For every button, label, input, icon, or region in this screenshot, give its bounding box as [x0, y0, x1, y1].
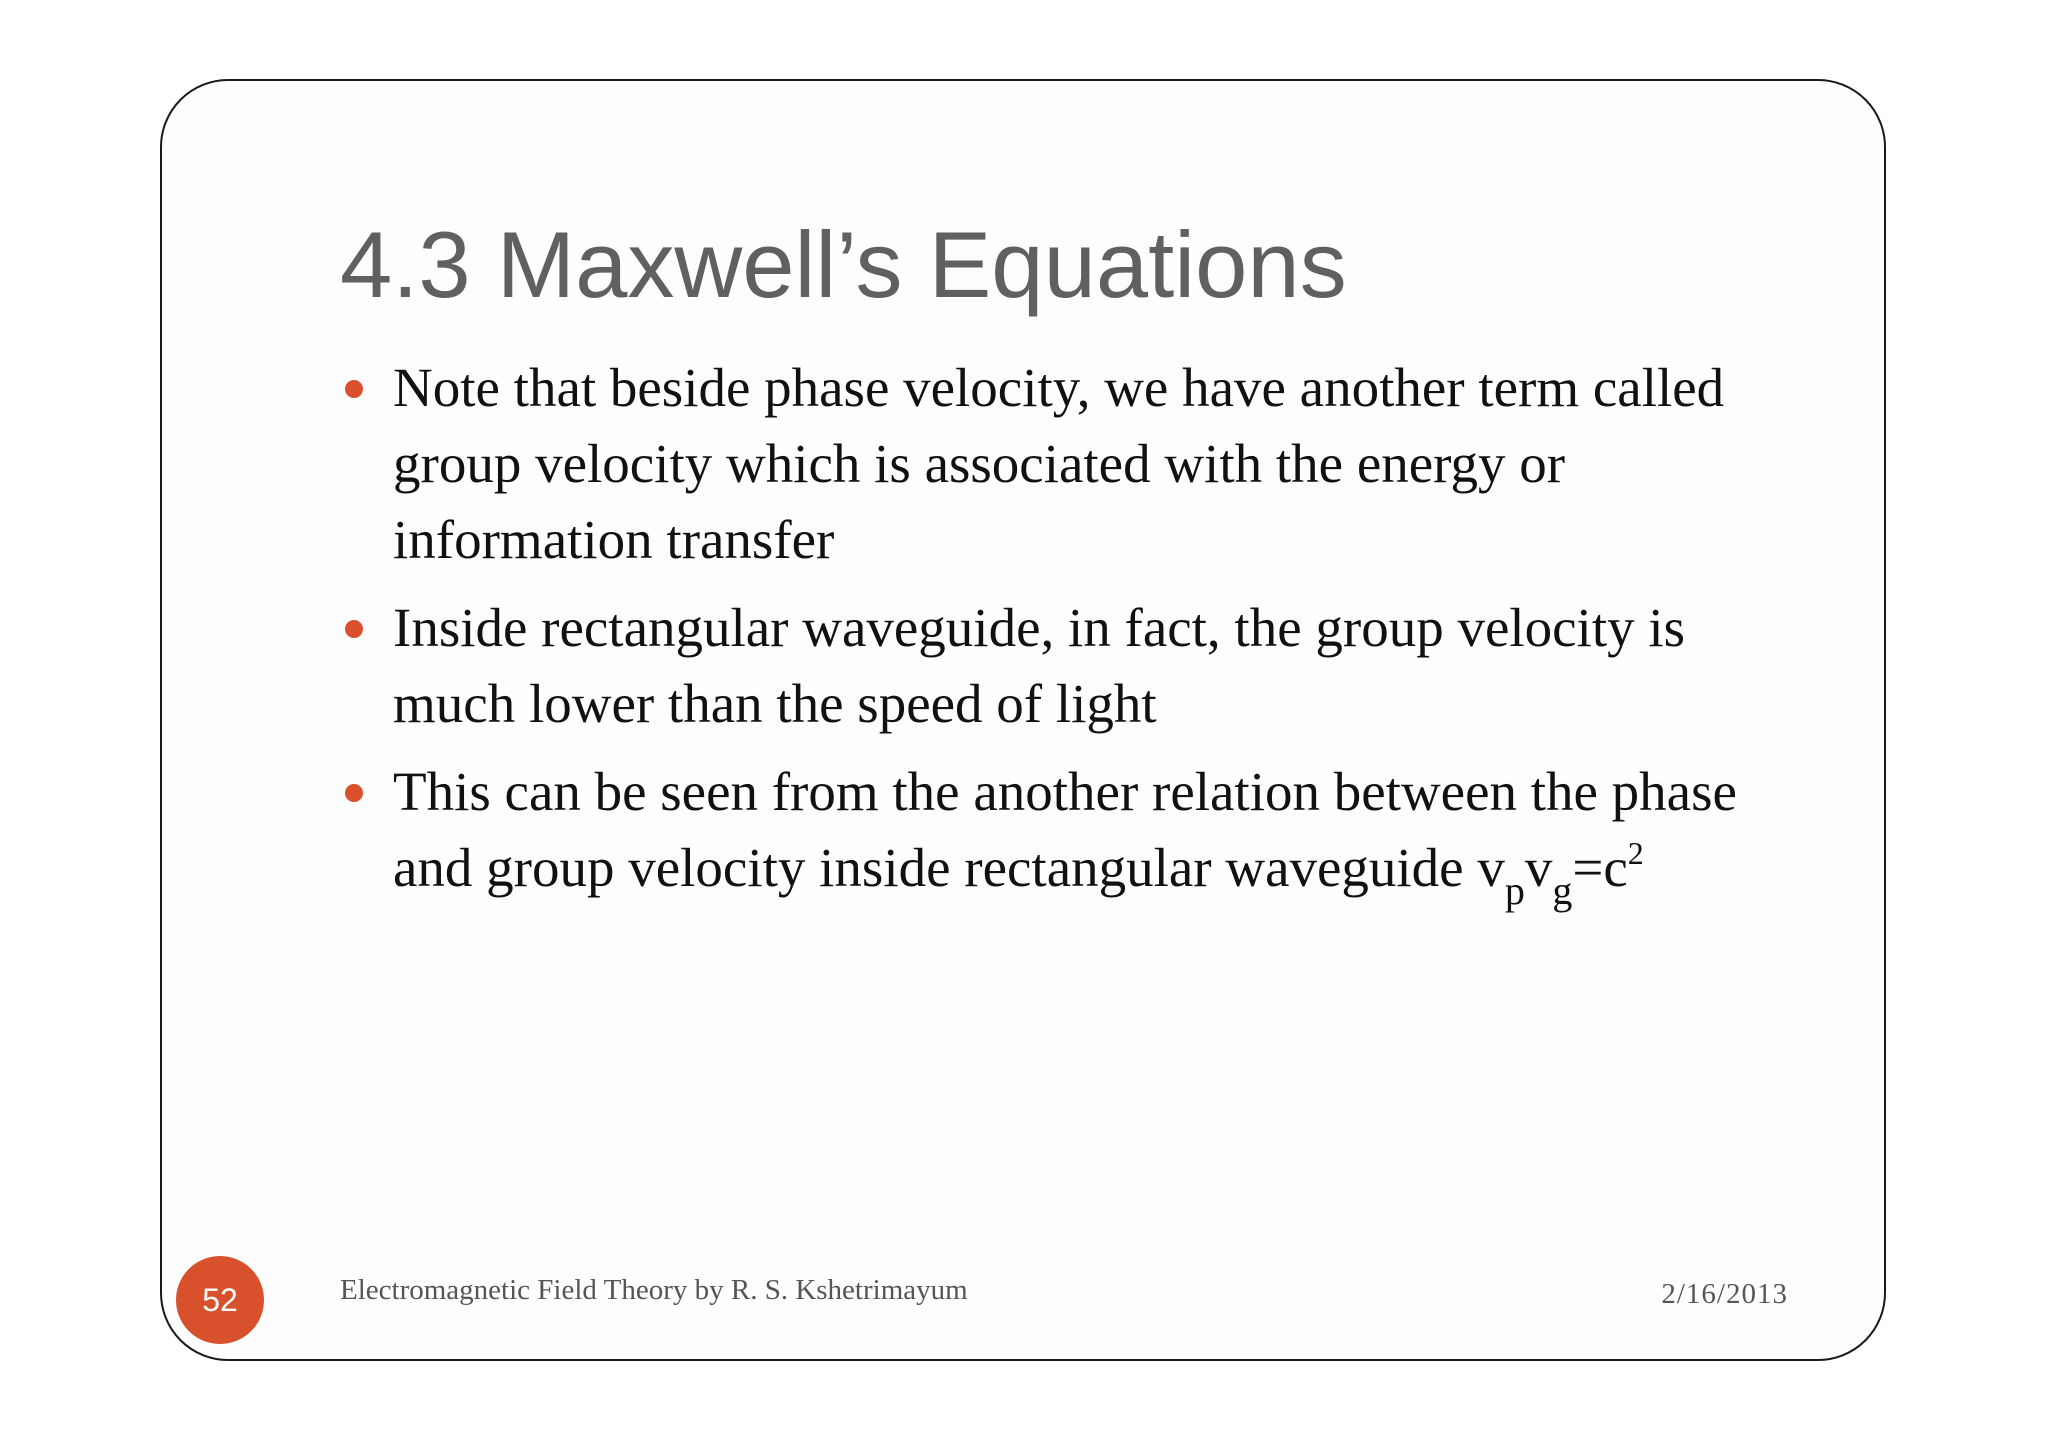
velocity-formula	[1477, 835, 1644, 913]
footer-author: Electromagnetic Field Theory by R. S. Kshetrimayum	[340, 1274, 968, 1306]
page-number: 52	[202, 1281, 238, 1318]
bullet-item	[340, 754, 1800, 913]
bullet-item	[340, 350, 1800, 578]
bullet-text: Note that beside phase velocity, we have another term called group velocity which is associated with the energy or information transfer	[393, 357, 1725, 570]
page-number-badge	[176, 1256, 264, 1344]
bullet-dot-icon	[345, 620, 363, 638]
slide-title: 4.3 Maxwell’s Equations	[340, 212, 1347, 317]
bullet-dot-icon	[345, 380, 363, 398]
bullet-dot-icon	[345, 784, 363, 802]
bullet-list	[340, 350, 1800, 918]
formula-v-phase: v	[1477, 837, 1505, 898]
bullet-text: Inside rectangular waveguide, in fact, the group velocity is much lower than the speed of light	[393, 597, 1686, 734]
formula-v-group: v	[1524, 837, 1553, 898]
formula-rhs: =c	[1572, 837, 1628, 898]
formula-sub-p: p	[1504, 868, 1525, 913]
formula-exponent: 2	[1627, 835, 1644, 871]
formula-sub-g: g	[1552, 868, 1573, 913]
bullet-item	[340, 590, 1800, 742]
bullet-text: This can be seen from the another relation between the phase and group velocity inside rectangular waveguide	[393, 761, 1737, 898]
footer-date: 2/16/2013	[1661, 1278, 1788, 1310]
